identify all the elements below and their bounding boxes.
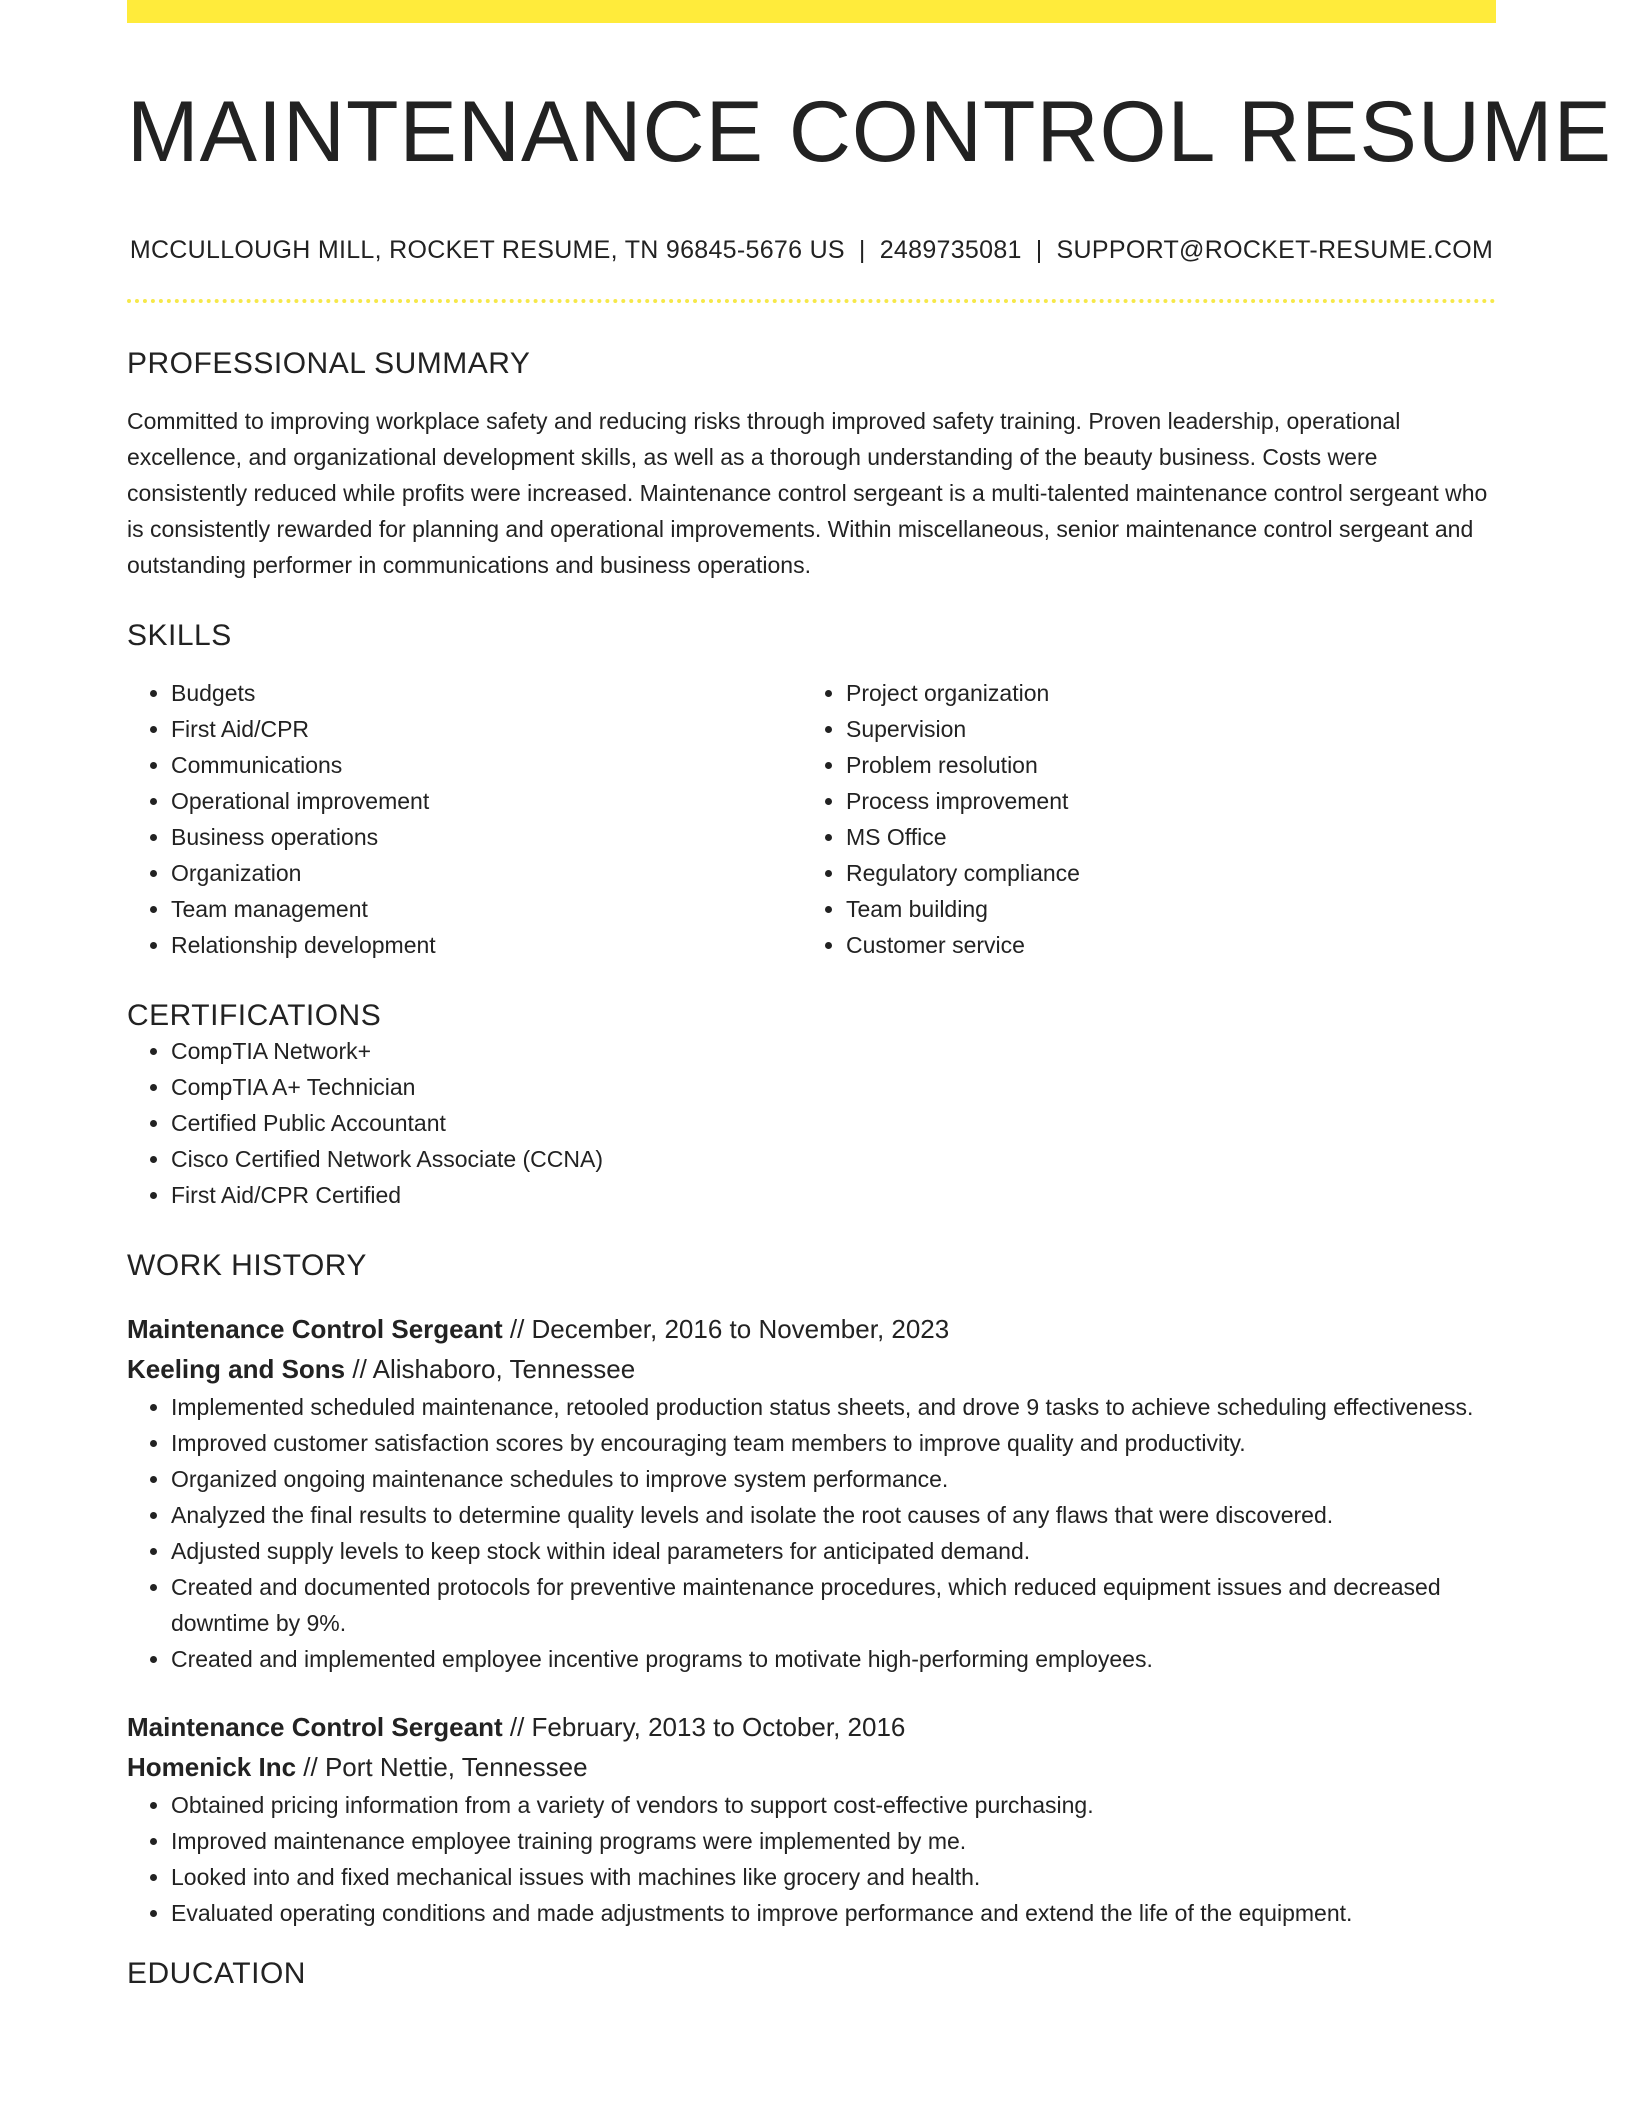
job-bullet: • Looked into and fixed mechanical issues with machines like grocery and health. xyxy=(171,1859,1496,1895)
skill-item: • Communications xyxy=(171,747,802,783)
resume-title: MAINTENANCE CONTROL RESUME xyxy=(127,84,1612,180)
job-bullet: • Created and implemented employee incentive programs to motivate high-performing employees. xyxy=(171,1641,1496,1677)
skill-item: • Project organization xyxy=(846,675,1477,711)
job-company: Homenick Inc xyxy=(127,1751,297,1782)
certifications-list xyxy=(127,1033,1496,1213)
summary-text: Committed to improving workplace safety and reducing risks through improved safety training. Proven leadership, operational excellence, and organizational development skills, as well as a thorough understanding of the beauty business. Costs were consistently reduced while profits were increased. Maintenance control sergeant is a multi-talented maintenance control sergeant who is consistently rewarded for planning and operational improvements. Within miscellaneous, senior maintenance control sergeant and outstanding performer in communications and business operations. xyxy=(127,407,1488,578)
job-bullet: • Organized ongoing maintenance schedules to improve system performance. xyxy=(171,1461,1496,1497)
job-title-line xyxy=(127,1309,1496,1349)
skill-item: • Budgets xyxy=(171,675,802,711)
job-company-line xyxy=(127,1349,1496,1389)
skill-item: • Process improvement xyxy=(846,783,1477,819)
resume-page xyxy=(127,0,1612,1991)
contact-phone: 2489735081 xyxy=(879,235,1022,264)
dotted-divider xyxy=(127,299,1496,303)
skill-item: • Team management xyxy=(171,891,802,927)
job-bullet: • Implemented scheduled maintenance, retooled production status sheets, and drove 9 tasks to achieve scheduling effectiveness. xyxy=(171,1389,1496,1425)
job-bullet: • Evaluated operating conditions and made adjustments to improve performance and extend the life of the equipment. xyxy=(171,1895,1496,1931)
summary-heading: PROFESSIONAL SUMMARY xyxy=(127,346,531,380)
skill-item: • Problem resolution xyxy=(846,747,1477,783)
skill-item: • Supervision xyxy=(846,711,1477,747)
skill-item: • Relationship development xyxy=(171,927,802,963)
job-bullet: • Improved customer satisfaction scores by encouraging team members to improve quality and productivity. xyxy=(171,1425,1496,1461)
job-bullet: • Improved maintenance employee training programs were implemented by me. xyxy=(171,1823,1496,1859)
job-entry xyxy=(127,1309,1496,1677)
job-bullet-list xyxy=(127,1389,1496,1677)
skills-list-right xyxy=(802,675,1477,963)
job-bullet: • Analyzed the final results to determine quality levels and isolate the root causes of any flaws that were discovered. xyxy=(171,1497,1496,1533)
job-title-line xyxy=(127,1707,1496,1747)
job-location: // Port Nettie, Tennessee xyxy=(303,1751,588,1782)
job-company-line xyxy=(127,1747,1496,1787)
job-bullet: • Obtained pricing information from a variety of vendors to support cost-effective purchasing. xyxy=(171,1787,1496,1823)
skill-item: • Business operations xyxy=(171,819,802,855)
skill-item: • Customer service xyxy=(846,927,1477,963)
skill-item: • Regulatory compliance xyxy=(846,855,1477,891)
certification-item: • CompTIA A+ Technician xyxy=(171,1069,1496,1105)
job-company: Keeling and Sons xyxy=(127,1353,346,1384)
skill-item: • Team building xyxy=(846,891,1477,927)
certification-item: • Certified Public Accountant xyxy=(171,1105,1496,1141)
certification-item: • CompTIA Network+ xyxy=(171,1033,1496,1069)
job-title: Maintenance Control Sergeant xyxy=(127,1313,503,1344)
contact-separator: | xyxy=(1035,235,1043,264)
job-title: Maintenance Control Sergeant xyxy=(127,1711,503,1742)
skills-heading: SKILLS xyxy=(127,618,232,652)
skills-grid xyxy=(127,675,1496,963)
work-history-heading: WORK HISTORY xyxy=(127,1248,367,1282)
contact-email: SUPPORT@ROCKET-RESUME.COM xyxy=(1056,235,1494,264)
certifications-heading: CERTIFICATIONS xyxy=(127,998,382,1032)
contact-line xyxy=(127,236,1496,265)
skill-item: • Operational improvement xyxy=(171,783,802,819)
skills-column-left xyxy=(127,675,802,963)
certification-item: • First Aid/CPR Certified xyxy=(171,1177,1496,1213)
skill-item: • First Aid/CPR xyxy=(171,711,802,747)
skills-column-right xyxy=(802,675,1477,963)
job-bullet: • Adjusted supply levels to keep stock within ideal parameters for anticipated demand. xyxy=(171,1533,1496,1569)
job-dates: // February, 2013 to October, 2016 xyxy=(509,1711,906,1742)
job-location: // Alishaboro, Tennessee xyxy=(352,1353,636,1384)
contact-address: MCCULLOUGH MILL, ROCKET RESUME, TN 96845-5676 US xyxy=(129,235,845,264)
accent-bar xyxy=(127,0,1496,23)
skill-item: • Organization xyxy=(171,855,802,891)
job-dates: // December, 2016 to November, 2023 xyxy=(509,1313,950,1344)
job-bullet: • Created and documented protocols for preventive maintenance procedures, which reduced equipment issues and decreased downtime by 9%. xyxy=(171,1569,1496,1641)
certification-item: • Cisco Certified Network Associate (CCNA) xyxy=(171,1141,1496,1177)
education-heading: EDUCATION xyxy=(127,1956,306,1990)
skill-item: • MS Office xyxy=(846,819,1477,855)
skills-list-left xyxy=(127,675,802,963)
job-entry xyxy=(127,1707,1496,1931)
contact-separator: | xyxy=(858,235,866,264)
job-bullet-list xyxy=(127,1787,1496,1931)
